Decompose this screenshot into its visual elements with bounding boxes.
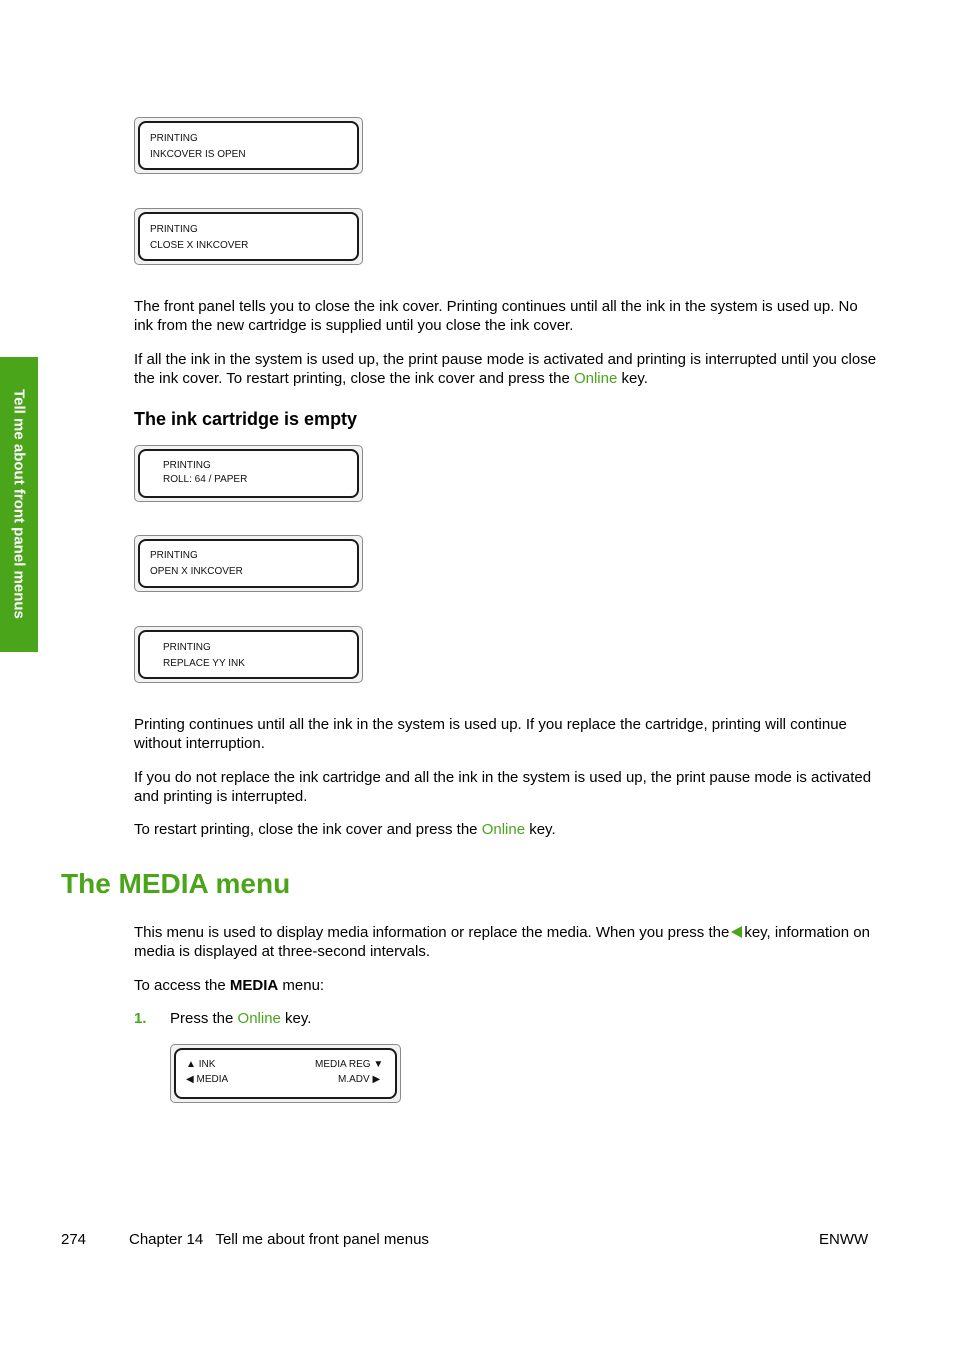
lcd-bottom-left (186, 1074, 228, 1086)
text: menu: (278, 977, 325, 994)
lcd-panel-open-inkcover (134, 535, 363, 592)
text: To restart printing, close the ink cover and press the (134, 821, 482, 838)
lcd-panel-close-inkcover (134, 208, 363, 265)
lcd-media-reg-label: MEDIA REG (315, 1059, 371, 1070)
footer-code: ENWW (819, 1231, 869, 1248)
lcd-line-2: CLOSE X INKCOVER (150, 240, 249, 251)
lcd-line-2: REPLACE YY INK (163, 658, 245, 669)
left-arrow-icon: ◀ (186, 1074, 194, 1085)
side-tab-label: Tell me about front panel menus (10, 389, 28, 619)
lcd-panel-media-menu (170, 1044, 401, 1103)
paragraph-access-media (134, 976, 879, 995)
lcd-top-left (186, 1059, 215, 1071)
footer-page-number: 274 (61, 1231, 87, 1248)
text: key. (617, 370, 648, 387)
lcd-line-1: PRINTING (150, 224, 198, 235)
side-chapter-tab (0, 357, 38, 652)
paragraph-media-intro (134, 923, 879, 961)
down-arrow-icon: ▼ (373, 1059, 384, 1070)
section-title: The MEDIA menu (61, 868, 291, 899)
step-number: 1. (134, 1010, 147, 1027)
online-key-link[interactable]: Online (237, 1010, 281, 1027)
paragraph-not-replaced: If you do not replace the ink cartridge and all the ink in the system is used up, the print pause mode is activated and printing is interrupted. (134, 769, 872, 805)
lcd-madv-label: M.ADV (338, 1074, 370, 1085)
lcd-panel-roll-paper (134, 445, 363, 502)
paragraph-pause-mode (134, 350, 879, 388)
lcd-media-label: MEDIA (196, 1074, 229, 1085)
text: key. (525, 821, 556, 838)
lcd-line-1: PRINTING (150, 550, 198, 561)
footer-chapter: Chapter 14 Tell me about front panel menus (129, 1231, 429, 1248)
step-1-text (170, 1009, 311, 1028)
lcd-top-right (315, 1059, 383, 1071)
right-arrow-icon: ▶ (372, 1074, 381, 1085)
text: This menu is used to display media information or replace the media. When you press the (134, 924, 730, 941)
lcd-line-2: ROLL: 64 / PAPER (163, 474, 248, 485)
text: To access the (134, 977, 230, 994)
subheading-ink-empty: The ink cartridge is empty (134, 409, 358, 429)
lcd-line-1: PRINTING (163, 642, 211, 653)
lcd-line-1: PRINTING (150, 133, 198, 144)
text: key, information on media is displayed at three-second intervals. (134, 924, 870, 960)
lcd-panel-inkcover-open (134, 117, 363, 174)
online-key-link[interactable]: Online (481, 821, 526, 838)
text: If all the ink in the system is used up, the print pause mode is activated and printing is interrupted until you close the ink cover. To restart printing, close the ink cover and press the (134, 351, 877, 387)
lcd-bottom-right (338, 1074, 380, 1086)
paragraph-restart (134, 820, 879, 839)
media-bold: MEDIA (229, 977, 279, 994)
lcd-line-2: INKCOVER IS OPEN (150, 149, 246, 160)
left-arrow-key-icon (731, 926, 742, 938)
lcd-ink-label: INK (198, 1059, 216, 1070)
paragraph-printing-continues: Printing continues until all the ink in the system is used up. If you replace the cartridge, printing will continue without interruption. (134, 716, 847, 752)
text: Press the (170, 1010, 238, 1027)
text: key. (280, 1010, 312, 1027)
step-1 (134, 1009, 147, 1028)
paragraph-close-cover: The front panel tells you to close the ink cover. Printing continues until all the ink in the system is used up. No ink from the new cartridge is supplied until you close the ink cover. (134, 298, 858, 334)
lcd-line-2: OPEN X INKCOVER (150, 566, 243, 577)
up-arrow-icon: ▲ (186, 1059, 196, 1070)
lcd-line-1: PRINTING (163, 460, 211, 471)
online-key-link[interactable]: Online (573, 370, 618, 387)
lcd-panel-replace-ink (134, 626, 363, 683)
